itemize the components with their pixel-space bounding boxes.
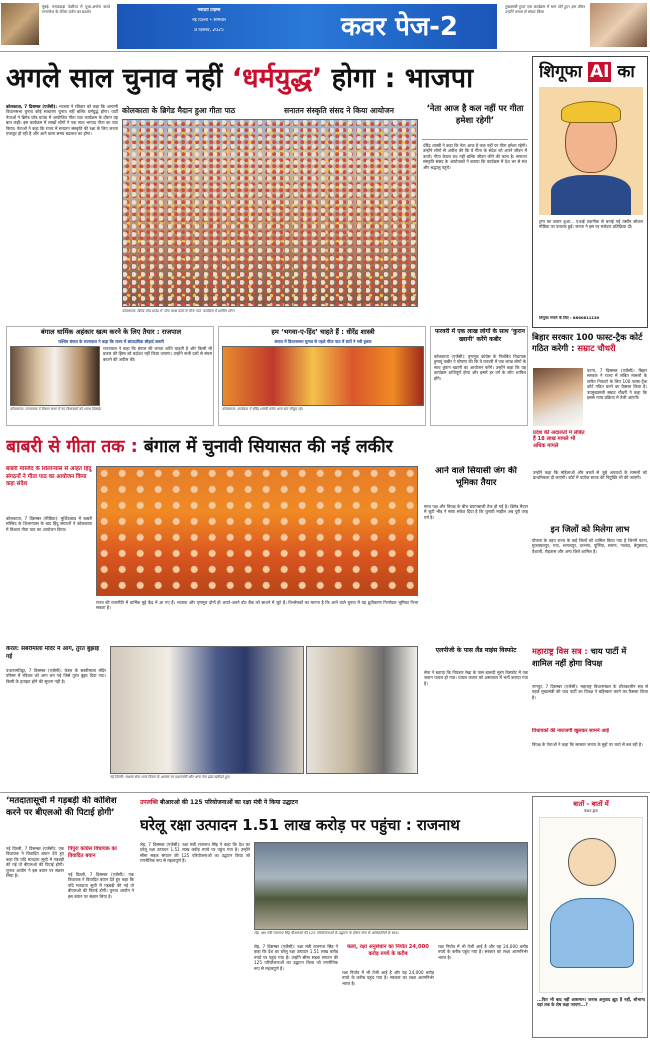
kerala-body: पथानामथिट्टा, 7 दिसम्बर (एजेंसी): केरल के सबरीमाला मंदिर परिसर में रविवार को आग लग गई जिसे तुरंत बुझा दिया गया। किसी के हताहत होने की सूचना नहीं है। [6,668,106,684]
dhirendra-head: हम ‘भगवा-ए-हिंद’ चाहते हैं : धीरेंद्र शास्त्री [271,328,375,336]
lead-headline-part-a: अगले साल चुनाव नहीं [6,63,223,94]
lead-headline-part-b: होगा : भाजपा [331,63,474,94]
masthead-left-photo [1,3,39,45]
diseases-head: इन जिलों को मिलेगा लाभ [550,524,630,534]
lpg-head: एलपीजी के पास लैंड माइंस विस्फोट [435,647,517,654]
defense-sub: कला, रक्षा अनुसंधान का निर्यात 24,000 करोड़ रुपये के करीब [347,944,429,957]
defense-head: घरेलू रक्षा उत्पादन 1.51 लाख करोड़ पर पहुंचा : राजनाथ [140,816,460,834]
defense-kicker [140,796,528,810]
voter-sub: त्रिपुरा कांग्रेस विधायक का विवादित बयान [68,846,117,859]
band-headline-b: बंगाल में चुनावी सियासत की नई लकीर [143,437,393,457]
dhirendra-caption: कोलकाता: कार्यक्रम में धीरेंद्र शास्त्री समेत अन्य संत मौजूद रहे। [222,407,303,411]
cartoon-title-ai: AI [589,62,610,82]
band-rally-photo [96,466,418,596]
bengal-box [6,326,214,426]
dhirendra-sub: बंगाल में विधानसभा चुनाव से पहले गीता पाठ में संतों ने भरी हुंकार [274,339,372,344]
toon-caption: ...फिर भी बाद नहीं आसमान। जनाब अनुवाद झूठ हैं नहीं, सौभाग्य यहां तक के शेष कहा जाएगा...? [537,997,645,1008]
lead-body [6,104,118,322]
bengal-caption: कोलकाता: राज्यपाल ने विधान सभा में नए विधायकों को शपथ दिलाई। [10,407,102,411]
toon-credit: केशव द्वारा [584,809,598,813]
band-right-head: आने वाले सियासी जंग की भूमिका तैयार [435,466,517,488]
bihar-head [532,332,648,364]
defense-body: लेह, 7 दिसम्बर (एजेंसी): रक्षा मंत्री राजनाथ सिंह ने कहा कि देश का घरेलू रक्षा उत्पादन 1.51 लाख करोड़ रुपये पर पहुंच गया है। उन्होंने सीमा सड़क संगठन की 125 परियोजनाओं का उद्घाटन किया जो रणनीतिक रूप से महत्वपूर्ण हैं। [140,842,250,864]
masthead-right-snippet: मुख्यमंत्री गुप्ता एक कार्यक्रम में भाग लेते हुए। इस दौरान उन्होंने जनता से संवाद किया [505,4,585,14]
cartoon-caption: ट्रम्प का बयान हुआ... एआई तकनीक से बनाई गई तस्वीर सोशल मीडिया पर वायरल हुई। जनता ने इस पर मजेदार प्रतिक्रिया दी। [539,219,643,230]
diseases-body: योजना के तहत राज्य के कई जिलों को शामिल किया गया है जिनमें पटना, मुजफ्फरपुर, गया, भागलपुर, दरभंगा, पूर्णिया, सारण, नालंदा, बेगूसराय, वैशाली, रोहतास और अन्य जिले शामिल हैं। [532,538,648,554]
lpg-body: सेना ने बताया कि नियंत्रण रेखा के पास बारूदी सुरंग विस्फोट में एक जवान घायल हो गया। घायल जवान को अस्पताल में भर्ती कराया गया है। [424,670,528,686]
cartoon-title [539,60,645,84]
masthead-banner [117,4,497,49]
page-title: कवर पेज-2 [340,12,459,42]
dhirendra-box [218,326,426,426]
lead-body-text: भाजपा ने रविवार को कहा कि आगामी विधानसभा चुनाव कोई साधारण चुनाव नहीं बल्कि धर्मयुद्ध होगा। पार्टी नेताओं ने ब्रिगेड परेड ग्राउंड में आयोजित गीता पाठ कार्यक्रम के दौरान यह बात कही। इस कार्यक्रम में लाखों लोगों ने एक साथ भगवद गीता का पाठ किया। नेताओं ने कहा कि राज्य में सनातन संस्कृति की रक्षा के लिए जनता एकजुट हो रही है और आने वाला समय बदलाव का होगा। [6,104,118,137]
defense-kicker-label: उपलब्धि [140,799,158,806]
city-date: नई दिल्ली • सोमवार [192,18,226,23]
toon-box [532,796,648,1038]
bihar-more: उन्होंने कहा कि महिलाओं और बच्चों से जुड़े अपराधों के मामलों को प्राथमिकता दी जाएगी। कोर्ट में पर्याप्त स्टाफ की नियुक्ति भी की जाएगी। [533,470,647,481]
lead-crowd-photo [122,119,418,307]
toon-drop [550,898,634,968]
band-side-body: कोलकाता, 7 दिसम्बर (मीडिया): मुर्शिदाबाद में बाबरी मस्जिद के शिलान्यास के बाद हिंदू संगठनों ने कोलकाता में विशाल गीता पाठ का आयोजन किया। [6,516,92,532]
bihar-photo [533,368,583,426]
defense-photo [254,842,528,930]
flag-day-photo [110,646,304,774]
quran-box [430,326,528,426]
bengal-body: राज्यपाल ने कहा कि बंगाल की जनता शांति चाहती है और किसी भी प्रकार की हिंसा को बर्दाश्त नहीं किया जाएगा। उन्होंने सभी दलों से संयम बरतने की अपील की। [103,346,212,362]
cartoon-hair [561,101,621,123]
masthead-left-snippet: मुंबई: मराठवाड़ा देवरिया में पूजा-अर्चना करते रानागरेज के लेटेस्ट वर्जन का प्रदर्शन [42,4,110,14]
toon-figure [568,838,616,886]
defense-body-2: लेह, 7 दिसम्बर (एजेंसी): रक्षा मंत्री राजनाथ सिंह ने कहा कि देश का घरेलू रक्षा उत्पादन 1.51 लाख करोड़ रुपये पर पहुंच गया है। उन्होंने सीमा सड़क संगठन की 125 परियोजनाओं का उद्घाटन किया जो रणनीतिक रूप से महत्वपूर्ण हैं। [254,944,338,971]
band-right-body: सत्ता पक्ष और विपक्ष के बीच बयानबाजी तेज हो गई है। ब्रिगेड मैदान में जुटी भीड़ ने साफ संकेत दिया है कि चुनावी माहौल अब पूरी तरह गर्म है। [424,504,528,520]
cartoon-body [551,175,631,215]
issue-date: 8 दिसंबर, 2025 [194,28,224,33]
band-mid-body: राज्य की राजनीति में धार्मिक मुद्दे केंद्र में आ गए हैं। भाजपा और तृणमूल दोनों ही अपने-अपने वोट बैंक को साधने में जुटे हैं। विश्लेषकों का मानना है कि आने वाले चुनाव में यह ध्रुवीकरण निर्णायक भूमिका निभा सकता है। [96,600,418,611]
voter-head: ‘मतदातासूची में गड़बड़ी की कोशिश करने पर बीएलओ की पिटाई होगी’ [6,796,117,818]
bengal-photo [10,346,100,406]
bihar-head-b: सम्राट चौधरी [577,343,616,353]
bengal-head: बंगाल धार्मिक अहंकार खत्म करने के लिए तैयार : राजपाल [40,328,182,336]
cartoon-title-b: का [617,62,635,82]
maha-head-b: चाय पार्टी में शामिल नहीं होगा विपक्ष [532,646,627,668]
maha-body: नागपुर, 7 दिसम्बर (एजेंसी): महाराष्ट्र विधानमंडल के शीतकालीन सत्र से पहले मुख्यमंत्री की चाय पार्टी का विपक्ष ने बहिष्कार करने का फैसला किया है। [532,684,648,700]
cartoon-phone: शिगूफा भेजने के लिए : 8860611130 [539,316,600,320]
band-headline [6,432,526,462]
bihar-box-head: प्रदेश की अदालतों में लंबित हैं 18 लाख मामले भी अधिक मामले [533,430,585,449]
voter-body-2: नई दिल्ली, 7 दिसम्बर (एजेंसी): एक विधायक ने विवादित बयान देते हुए कहा कि यदि मतदाता सूची में गड़बड़ी की गई तो बीएलओ की पिटाई होगी। चुनाव आयोग ने इस बयान पर संज्ञान लिया है। [68,872,134,899]
kerala-head: केरल: सबरीमाला मंदिर में आग, तुरंत बुझाई गई [6,646,99,660]
cartoon-image [539,87,643,215]
toon-art [539,817,643,993]
maha-head-a: महाराष्ट्र विस सत्र : [532,646,588,656]
band-headline-a: बाबरी से गीता तक : [6,437,138,457]
band-side-head: बाबरी मस्जिद के शिलान्यास से आहत हिंदु संगठनों ने गीता पाठ का आयोजन किया कहा संदेश [6,466,92,488]
bihar-head-a: बिहार सरकार 100 फास्ट-ट्रैक कोर्ट गठित करेगी : [532,332,643,353]
toon-title: बातों - बातों में [573,800,609,808]
voter-body: नई दिल्ली, 7 दिसम्बर (एजेंसी): एक विधायक ने विवादित बयान देते हुए कहा कि यदि मतदाता सूची में गड़बड़ी की गई तो बीएलओ की पिटाई होगी। चुनाव आयोग ने इस बयान पर संज्ञान लिया है। [6,846,64,879]
quran-body: कोलकाता (एजेंसी): तृणमूल कांग्रेस के निलंबित विधायक हुमायूं कबीर ने घोषणा की कि वे फरवरी में एक लाख लोगों के साथ कुरान ख्वानी का आयोजन करेंगे। उन्होंने कहा कि यह कार्यक्रम शांतिपूर्ण होगा और इसमें हर वर्ग के लोग शामिल होंगे। [434,354,526,381]
defense-sub-body-2: रक्षा निर्यात में भी तेजी आई है और यह 24,000 करोड़ रुपये के करीब पहुंच गया है। सरकार का लक्ष्य आत्मनिर्भर भारत है। [438,944,528,960]
defense-sub-body: रक्षा निर्यात में भी तेजी आई है और यह 24,000 करोड़ रुपये के करीब पहुंच गया है। सरकार का लक्ष्य आत्मनिर्भर भारत है। [342,970,434,986]
cartoon-box [532,56,648,328]
maha-head [532,646,648,682]
maha-sub-body: विपक्ष के नेताओं ने कहा कि सरकार जनता के मुद्दों पर चर्चा से बच रही है। [532,742,643,747]
bengal-sub: पश्चिम बंगाल के राज्यपाल ने कहा कि राज्य में सांप्रदायिक सौहार्द जरूरी [58,339,164,344]
masthead-right-photo [590,3,647,47]
lead-headline-quote: ‘धर्मयुद्ध’ [231,63,323,94]
dhirendra-photo [222,346,424,406]
cartoon-title-a: शिगूफा [539,62,583,82]
maha-sub: विधायकों की नाराजगी खुलकर सामने आई [532,728,609,734]
lead-dateline: कोलकाता, 7 दिसम्बर (एजेंसी): [6,104,58,109]
quote-body: धीरेंद्र शास्त्री ने कहा कि नेता आज है कल नहीं पर गीता हमेशा रहेगी। उन्होंने लोगों से अपील की कि वे गीता के संदेश को अपने जीवन में उतारें। गीता केवल ग्रंथ नहीं बल्कि जीवन जीने की कला है। सनातन संस्कृति संसद के आयोजकों ने बताया कि कार्यक्रम में देश भर से संत और श्रद्धालु पहुंचे। [423,143,527,170]
bihar-body: पटना, 7 दिसम्बर (एजेंसी): बिहार सरकार ने राज्य में लंबित मामलों के त्वरित निपटारे के लिए 100 फास्ट-ट्रैक कोर्ट गठित करने का फैसला किया है। उपमुख्यमंत्री सम्राट चौधरी ने कहा कि इससे न्याय प्रक्रिया में तेजी आएगी। [587,368,647,401]
lead-headline [6,57,516,101]
defense-caption: लेह: रक्षा मंत्री राजनाथ सिंह बीआरओ की 125 परियोजनाओं के उद्घाटन के दौरान सेना के अधिकारियों के साथ। [254,931,399,935]
quran-head: फरवरी में एक लाख लोगों के साथ ‘कुरान ख्वानी’ करेंगे कबीर [435,328,525,343]
defense-kicker-rest: बीआरओ की 125 परियोजनाओं का रक्षा मंत्री ने किया उद्घाटन [160,799,298,806]
quote-head: ‘नेता आज है कल नहीं पर गीता हमेशा रहेगी’ [422,102,528,140]
officials-photo [306,646,418,774]
lead-photo-caption: कोलकाता: ब्रिगेड परेड ग्राउंड में 'पांच लाख कंठों से गीता पाठ' कार्यक्रम में शामिल लोग। [122,309,235,313]
lead-photo-title-a: कोलकाता के ब्रिगेड मैदान हुआ गीता पाठ [122,106,236,115]
flag-day-caption: नई दिल्ली: सशस्त्र सेना ध्वज दिवस के अवसर पर प्रधानमंत्री और अन्य नेता झंडा खरीदते हुए। [110,775,231,779]
paper-name: नवोदय टाइम्स [197,8,221,13]
lead-photo-title-b: सनातन संस्कृति संसद ने किया आयोजन [284,106,394,115]
